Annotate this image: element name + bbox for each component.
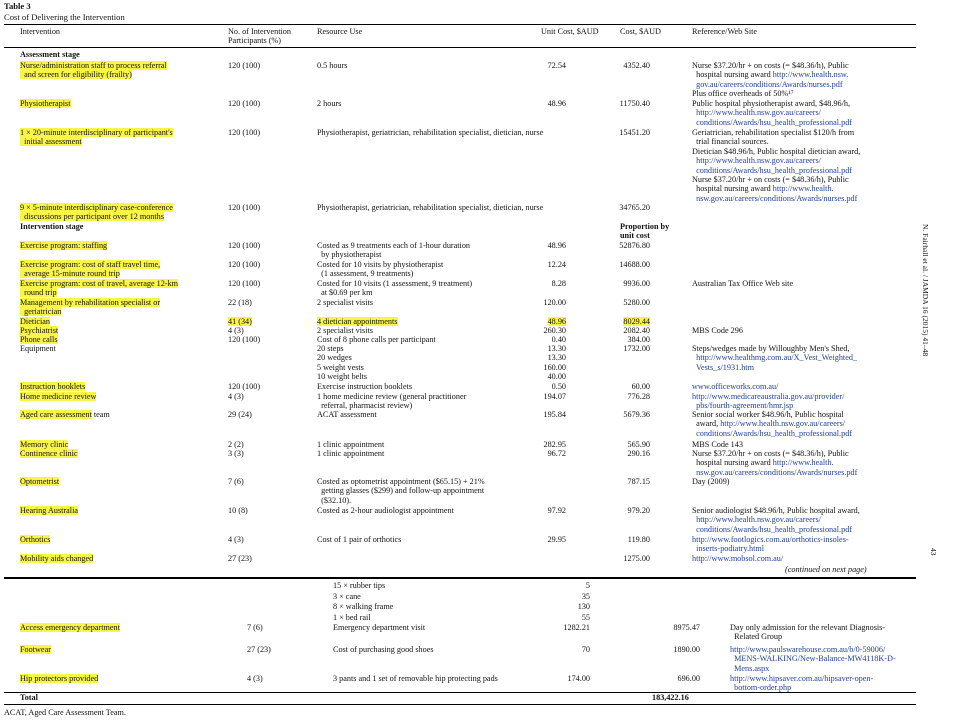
intervention-name — [20, 269, 120, 278]
reference-cell — [730, 632, 782, 641]
intervention-text: geriatrician — [20, 307, 62, 317]
resource-cell: 5 weight vests — [317, 362, 364, 372]
reference-cell — [692, 544, 764, 553]
table-label: Table 3 — [4, 1, 31, 11]
intervention-text: Access emergency department — [20, 623, 120, 632]
reference-cell — [692, 477, 730, 486]
unit-cost-cell: 12.24 — [547, 260, 566, 269]
unit-cost-cell: 194.07 — [543, 392, 566, 401]
header-participants-2: Participants (%) — [228, 36, 281, 45]
intervention-text: Home medicine review — [20, 392, 97, 401]
intervention-rest: team — [91, 410, 110, 419]
intervention-name — [20, 392, 96, 401]
reference-cell — [730, 623, 885, 632]
reference-link[interactable]: http://www.footlogics.com.au/orthotics-insoles- — [692, 535, 849, 544]
reference-cell — [692, 449, 849, 458]
reference-cell — [730, 674, 873, 683]
reference-link[interactable]: http://www.health. — [772, 458, 834, 468]
intervention-text: Mobility aids changed — [20, 554, 94, 563]
reference-link[interactable]: conditions/Awards/hsu_health_professional.pdf — [696, 165, 853, 175]
cost-cell: 4352.40 — [623, 61, 650, 70]
unit-cost-cell: 70 — [581, 645, 590, 654]
participants-cell: 7 (6) — [247, 623, 263, 632]
intervention-name — [20, 99, 71, 108]
intervention-name — [20, 382, 85, 391]
unit-cost-cell: 174.00 — [567, 674, 590, 683]
table-caption: Cost of Delivering the Intervention — [4, 12, 125, 22]
intervention-text: Instruction booklets — [20, 382, 86, 391]
reference-text: Day only admission for the relevant Diagnosis- — [730, 623, 886, 632]
unit-cost-cell: 97.92 — [547, 506, 566, 515]
cost-cell: 8975.47 — [673, 623, 700, 632]
reference-cell — [692, 353, 857, 362]
reference-text: hospital nursing award — [692, 70, 773, 80]
resource-cell: ACAT assessment — [317, 410, 377, 419]
reference-cell — [692, 70, 848, 79]
reference-link[interactable]: gov.au/careers/conditions/Awards/nurses.pdf — [696, 79, 843, 89]
reference-link[interactable]: MENS-WALKING/New-Balance-MW4118K-D- — [734, 654, 896, 664]
intervention-text: round trip — [20, 288, 57, 298]
participants-cell: 120 (100) — [228, 99, 261, 108]
unit-cost-cell: 72.54 — [547, 61, 566, 70]
reference-link[interactable]: conditions/Awards/hsu_health_professional.pdf — [696, 524, 853, 534]
reference-link[interactable]: nsw.gov.au/careers/conditions/Awards/nurses.pdf — [696, 467, 858, 477]
participants-cell: 27 (23) — [228, 554, 252, 563]
proportion-header-1: Proportion by — [620, 222, 670, 231]
intervention-text: 1 × 20-minute interdisciplinary of participant's — [20, 128, 173, 137]
participants-cell: 120 (100) — [228, 279, 261, 288]
intervention-text: average 15-minute round trip — [20, 269, 120, 279]
resource-cell: 4 dietician appointments — [317, 317, 398, 326]
resource-cell: Costed as optometrist appointment ($65.15) + 21% — [317, 477, 485, 486]
header-reference: Reference/Web Site — [692, 27, 758, 36]
reference-link[interactable]: http://www.mobsol.com.au/ — [692, 554, 784, 563]
header-unit-cost: Unit Cost, $AUD — [541, 27, 599, 36]
intervention-text: Equipment — [20, 344, 56, 353]
resource-cell: 1 home medicine review (general practitioner — [317, 392, 467, 401]
resource-cell: Physiotherapist, geriatrician, rehabilitation specialist, dietician, nurse — [317, 203, 544, 212]
intervention-text: Hip protectors provided — [20, 674, 99, 683]
intervention-highlighted: Aged care assessment — [20, 410, 92, 419]
participants-cell: 4 (3) — [228, 326, 244, 335]
intervention-text: and screen for eligibility (frailty) — [20, 70, 132, 80]
intervention-name — [20, 623, 120, 632]
resource-cell: Cost of purchasing good shoes — [333, 645, 434, 654]
reference-cell — [692, 468, 857, 477]
reference-cell — [692, 410, 844, 419]
reference-text: MBS Code 296 — [692, 326, 743, 335]
reference-cell — [692, 137, 769, 146]
reference-link[interactable]: http://www.health.nsw. — [772, 70, 849, 80]
reference-cell — [692, 392, 844, 401]
intervention-name — [20, 674, 98, 683]
intervention-name — [20, 344, 56, 353]
intervention-name — [20, 477, 59, 486]
reference-link[interactable]: Vests_s/1931.htm — [695, 362, 754, 372]
cost-cell: 11750.40 — [619, 99, 650, 108]
intervention-name — [20, 137, 82, 146]
participants-cell: 120 (100) — [228, 335, 261, 344]
reference-text: Related Group — [730, 632, 783, 642]
cost-cell: 979.20 — [627, 506, 650, 515]
unit-cost-cell: 29.95 — [547, 535, 566, 544]
reference-cell — [692, 429, 852, 438]
intervention-text: Exercise program: cost of travel, average 12-km — [20, 279, 178, 288]
participants-cell: 22 (18) — [228, 298, 252, 307]
unit-cost-cell: 96.72 — [547, 449, 566, 458]
reference-cell — [692, 156, 821, 165]
running-head: N. Fairhall et al. / JAMDA 16 (2015) 41–48 — [921, 224, 930, 357]
reference-text: hospital nursing award — [692, 458, 773, 468]
cost-cell: 384.00 — [627, 335, 650, 344]
reference-cell — [692, 506, 860, 515]
reference-cell — [692, 108, 821, 117]
reference-link[interactable]: bottom-order.php — [734, 683, 792, 693]
total-label: Total — [20, 693, 38, 702]
footnote: ACAT, Aged Care Assessment Team. — [4, 708, 126, 717]
unit-cost-cell: 160.00 — [543, 362, 566, 372]
intervention-name — [20, 440, 68, 449]
resource-cell: Costed for 10 visits (1 assessment, 9 treatment) — [317, 279, 473, 288]
reference-cell — [692, 344, 849, 353]
resource-cell: 1 clinic appointment — [317, 449, 385, 458]
total-value: 183,422.16 — [652, 693, 689, 702]
participants-cell: 41 (34) — [228, 317, 252, 326]
resource-cell: ($32.10). — [317, 495, 352, 505]
intervention-name — [20, 506, 78, 515]
unit-cost-cell: 0.50 — [551, 382, 566, 391]
reference-link[interactable]: conditions/Awards/hsu_health_professional.pdf — [696, 117, 853, 127]
reference-link[interactable]: pbs/fourth-agreement/hmr.jsp — [696, 401, 794, 411]
header-cost: Cost, $AUD — [620, 27, 661, 36]
intervention-name — [20, 554, 93, 563]
participants-cell: 120 (100) — [228, 260, 261, 269]
page-number: 43 — [929, 548, 938, 556]
participants-cell: 29 (24) — [228, 410, 252, 419]
reference-text: Dietician $48.96/h, Public hospital dietician award, — [692, 146, 861, 156]
reference-cell — [692, 175, 849, 184]
reference-cell — [692, 419, 845, 428]
unit-cost-cell: 120.00 — [543, 298, 566, 307]
cost-cell: 5280.00 — [623, 298, 650, 307]
cost-cell: 776.28 — [627, 392, 650, 401]
intervention-name — [20, 61, 167, 70]
reference-cell — [692, 118, 852, 127]
reference-cell — [692, 194, 857, 203]
resource-cell: getting glasses ($299) and follow-up appointment — [317, 486, 485, 496]
resource-cell: 1 clinic appointment — [317, 440, 385, 449]
reference-cell — [692, 166, 852, 175]
header-participants-1: No. of Intervention — [228, 27, 291, 36]
unit-cost-cell: 13.30 — [547, 344, 566, 353]
participants-cell: 3 (3) — [228, 449, 244, 458]
section-assessment: Assessment stage — [20, 50, 80, 59]
intervention-name — [20, 70, 132, 79]
resource-cell: 0.5 hours — [317, 61, 348, 70]
intervention-text: Nurse/administration staff to process referral — [20, 61, 167, 70]
reference-cell — [692, 525, 852, 534]
participants-cell: 4 (3) — [247, 674, 263, 683]
intervention-name — [20, 535, 50, 544]
resource-cell: Cost of 8 phone calls per participant — [317, 335, 436, 344]
reference-text: Steps/wedges made by Willoughby Men's Shed, — [692, 344, 850, 353]
reference-cell — [692, 440, 743, 449]
continuation-item: 8 × walking frame — [333, 602, 394, 611]
resource-cell: (1 assessment, 9 treatments) — [317, 269, 414, 279]
intervention-text: 9 × 5-minute interdisciplinary case-conference — [20, 203, 173, 212]
intervention-text: Dietician — [20, 317, 51, 326]
intervention-text: Phone calls — [20, 335, 58, 344]
unit-cost-cell: 0.40 — [551, 335, 566, 344]
intervention-name — [20, 260, 160, 269]
reference-cell — [692, 128, 854, 137]
reference-link[interactable]: http://www.paulswarehouse.com.au/b/0-59006/ — [730, 645, 886, 654]
cost-cell: 787.15 — [627, 477, 650, 486]
intervention-text: Psychiatrist — [20, 326, 59, 335]
intervention-name — [20, 449, 78, 458]
intervention-text: initial assessment — [20, 137, 82, 147]
reference-text: Senior social worker $48.96/h, Public hospital — [692, 410, 844, 419]
continuation-unit: 35 — [581, 591, 590, 601]
reference-cell — [692, 99, 850, 108]
resource-cell: Physiotherapist, geriatrician, rehabilitation specialist, dietician, nurse — [317, 128, 544, 137]
reference-cell — [692, 326, 743, 335]
unit-cost-cell: 8.28 — [551, 279, 566, 288]
intervention-text: Exercise program: cost of staff travel time, — [20, 260, 161, 269]
resource-cell: 20 steps — [317, 344, 344, 353]
cost-cell: 5679.36 — [623, 410, 650, 419]
intervention-name — [20, 212, 164, 221]
resource-cell: at $0.69 per km — [317, 288, 373, 298]
reference-link[interactable]: inserts-podiatry.html — [696, 544, 765, 554]
reference-cell — [692, 61, 849, 70]
continuation-unit: 130 — [577, 602, 590, 611]
resource-cell: Cost of 1 pair of orthotics — [317, 535, 402, 544]
reference-text: Plus office overheads of 50%¹⁷ — [692, 89, 794, 99]
intervention-text: Physiotherapist — [20, 99, 71, 108]
resource-cell: Costed as 2-hour audiologist appointment — [317, 506, 454, 515]
participants-cell: 120 (100) — [228, 128, 261, 137]
reference-cell — [692, 554, 783, 563]
reference-text: Geriatrician, rehabilitation specialist $120/h from — [692, 128, 855, 137]
participants-cell: 120 (100) — [228, 241, 261, 250]
participants-cell: 120 (100) — [228, 61, 261, 70]
cost-cell: 60.00 — [631, 382, 650, 391]
resource-cell: Emergency department visit — [333, 623, 426, 632]
resource-cell: by physiotherapist — [317, 250, 382, 260]
resource-cell: referral, pharmacist review) — [317, 401, 413, 411]
continuation-unit: 55 — [581, 612, 590, 622]
intervention-name — [20, 645, 51, 654]
participants-cell: 120 (100) — [228, 382, 261, 391]
reference-link[interactable]: http://www.health.nsw.gov.au/careers/ — [696, 156, 821, 166]
reference-cell — [692, 515, 821, 524]
reference-text: MBS Code 143 — [692, 440, 743, 449]
intervention-name — [20, 298, 160, 307]
continuation-item: 1 × bed rail — [333, 612, 371, 622]
intervention-text: Management by rehabilitation specialist or — [20, 298, 161, 307]
intervention-name — [20, 307, 61, 316]
proportion-header-2: unit cost — [620, 231, 650, 240]
intervention-name — [20, 335, 58, 344]
cost-cell: 15451.20 — [619, 128, 650, 137]
reference-text: Senior audiologist $48.96/h, Public hospital award, — [692, 506, 860, 515]
header-resource: Resource Use — [317, 27, 363, 36]
reference-text: Nurse $37.20/hr + on costs (= $48.36/h), Public — [692, 175, 849, 184]
cost-cell: 2082.40 — [623, 326, 650, 335]
cost-cell: 9936.00 — [623, 279, 650, 288]
unit-cost-cell: 260.30 — [543, 326, 566, 335]
participants-cell: 27 (23) — [247, 645, 271, 654]
cost-cell: 1890.00 — [673, 645, 700, 654]
intervention-text: discussions per participant over 12 months — [20, 212, 164, 222]
section-intervention: Intervention stage — [20, 222, 84, 231]
reference-link[interactable]: http://www.medicareaustralia.gov.au/provider/ — [692, 392, 845, 401]
total-bottom-rule — [4, 704, 916, 705]
cost-cell: 565.90 — [627, 440, 650, 449]
resource-cell: 2 specialist visits — [317, 298, 373, 307]
reference-cell — [692, 147, 860, 156]
intervention-text: Footwear — [20, 645, 51, 654]
unit-cost-cell: 195.84 — [543, 410, 566, 419]
reference-text: Nurse $37.20/hr + on costs (= $48.36/h), Public — [692, 449, 849, 458]
reference-text: award, — [692, 419, 721, 429]
cost-cell: 52876.80 — [619, 241, 650, 250]
resource-cell: 2 specialist visits — [317, 326, 373, 335]
header-rule — [4, 47, 916, 48]
resource-cell: 10 weight belts — [317, 372, 368, 382]
reference-link[interactable]: Mens.aspx — [734, 663, 770, 673]
intervention-text: Hearing Australia — [20, 506, 78, 515]
unit-cost-cell: 1282.21 — [563, 623, 590, 632]
cost-cell: 8029.44 — [623, 317, 650, 326]
reference-link[interactable]: http://www.hipsaver.com.au/hipsaver-open- — [730, 674, 874, 683]
unit-cost-cell: 13.30 — [547, 353, 566, 363]
reference-text: Nurse $37.20/hr + on costs (= $48.36/h), Public — [692, 61, 849, 70]
resource-cell: 2 hours — [317, 99, 342, 108]
reference-cell — [692, 363, 754, 372]
reference-cell — [730, 664, 769, 673]
reference-link[interactable]: http://www.health.nsw.gov.au/careers/ — [720, 419, 846, 429]
participants-cell: 120 (100) — [228, 203, 261, 212]
reference-link[interactable]: conditions/Awards/hsu_health_professional.pdf — [696, 428, 853, 438]
intervention-text: Optometrist — [20, 477, 60, 486]
intervention-name — [20, 241, 107, 250]
header-intervention: Intervention — [20, 27, 61, 36]
reference-text: Day (2009) — [692, 477, 730, 486]
intervention-name — [20, 279, 178, 288]
resource-cell: Costed as 9 treatments each of 1-hour duration — [317, 241, 471, 250]
resource-cell: Exercise instruction booklets — [317, 382, 413, 391]
reference-text: Public hospital physiotherapist award, $48.96/h, — [692, 99, 851, 108]
reference-text: Australian Tax Office Web site — [692, 279, 794, 288]
continuation-item: 15 × rubber tips — [333, 581, 386, 590]
participants-cell: 4 (3) — [228, 392, 244, 401]
intervention-text: Exercise program: staffing — [20, 241, 108, 250]
reference-link[interactable]: nsw.gov.au/careers/conditions/Awards/nurses.pdf — [696, 193, 858, 203]
intervention-name — [20, 203, 173, 212]
unit-cost-cell: 282.95 — [543, 440, 566, 449]
cost-cell: 34765.20 — [619, 203, 650, 212]
intervention-text: Continence clinic — [20, 449, 78, 458]
resource-cell: 3 pants and 1 set of removable hip protecting pads — [333, 674, 498, 683]
intervention-name — [20, 288, 57, 297]
participants-cell: 2 (2) — [228, 440, 244, 449]
cost-cell: 1275.00 — [623, 554, 650, 563]
intervention-name — [20, 128, 173, 137]
reference-cell — [692, 89, 794, 98]
reference-link[interactable]: http://www.health.nsw.gov.au/careers/ — [696, 108, 821, 118]
total-top-rule — [4, 692, 916, 693]
participants-cell: 4 (3) — [228, 535, 244, 544]
page-break-rule — [4, 577, 916, 579]
reference-link[interactable]: http://www.health. — [772, 184, 834, 194]
resource-cell: Costed for 10 visits by physiotherapist — [317, 260, 444, 269]
reference-cell — [730, 654, 896, 663]
continuation-item: 3 × cane — [333, 591, 361, 601]
reference-link[interactable]: www.officeworks.com.au/ — [692, 382, 779, 391]
participants-cell: 7 (6) — [228, 477, 244, 486]
top-rule — [4, 24, 916, 25]
intervention-text: Orthotics — [20, 535, 51, 544]
reference-cell — [692, 535, 849, 544]
cost-cell: 696.00 — [677, 674, 700, 683]
reference-link[interactable]: http://www.healthmg.com.au/X_Vest_Weighted_ — [696, 353, 858, 363]
intervention-text: Memory clinic — [20, 440, 69, 449]
unit-cost-cell: 40.00 — [547, 372, 566, 382]
reference-link[interactable]: http://www.health.nsw.gov.au/careers/ — [696, 515, 821, 525]
cost-cell: 290.16 — [627, 449, 650, 458]
continuation-unit: 5 — [585, 581, 590, 590]
intervention-name — [20, 410, 110, 419]
resource-cell: 20 wedges — [317, 353, 352, 363]
reference-cell — [692, 184, 834, 193]
intervention-name — [20, 317, 50, 326]
cost-cell: 1732.00 — [623, 344, 650, 353]
reference-text: hospital nursing award — [692, 184, 773, 194]
reference-cell — [730, 645, 885, 654]
reference-cell — [692, 80, 843, 89]
intervention-name — [20, 326, 58, 335]
participants-cell: 10 (8) — [228, 506, 248, 515]
reference-cell — [692, 382, 778, 391]
reference-cell — [692, 279, 793, 288]
unit-cost-cell: 48.96 — [547, 241, 566, 250]
continued-note: (continued on next page) — [785, 565, 867, 574]
unit-cost-cell: 48.96 — [547, 317, 566, 326]
reference-text: trial financial sources. — [692, 137, 769, 147]
reference-cell — [692, 458, 834, 467]
unit-cost-cell: 48.96 — [547, 99, 566, 108]
cost-cell: 119.80 — [627, 535, 650, 544]
cost-cell: 14688.00 — [619, 260, 650, 269]
